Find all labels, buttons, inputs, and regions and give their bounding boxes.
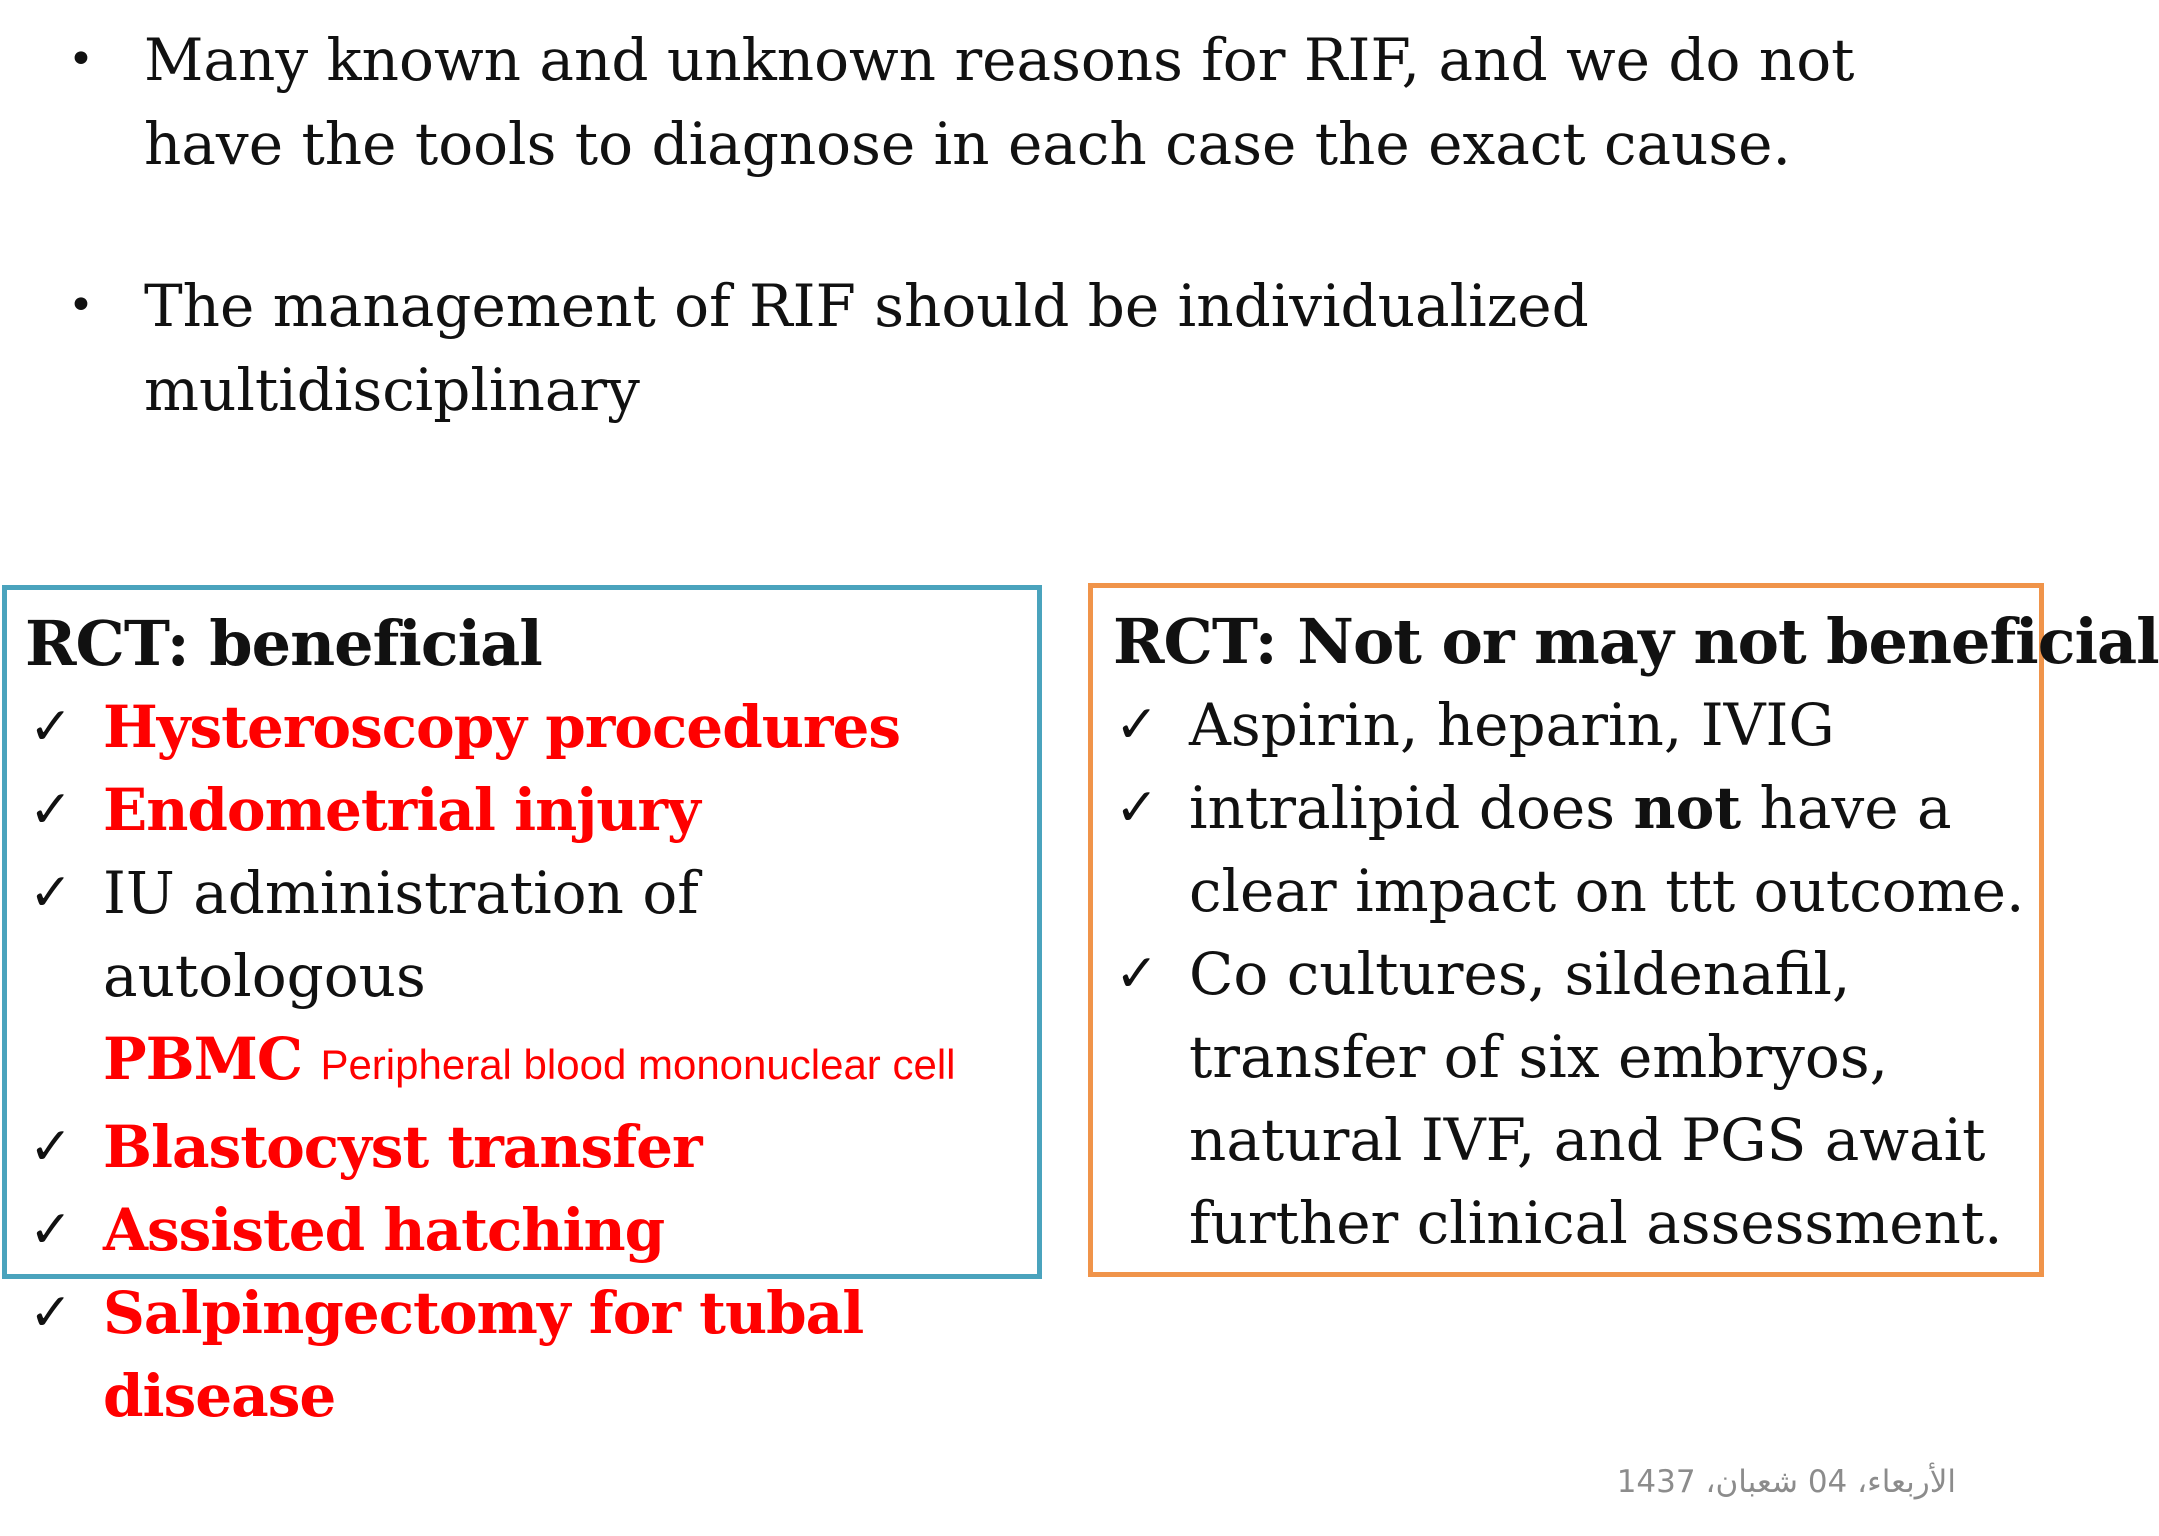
beneficial-item: ✓ Hysteroscopy procedures	[21, 686, 1031, 769]
check-icon: ✓	[29, 1200, 73, 1260]
beneficial-item: ✓ Salpingectomy for tubal disease	[21, 1272, 1031, 1438]
not-beneficial-box	[1088, 583, 2159, 1277]
check-icon: ✓	[1115, 695, 1159, 755]
bullet-list	[60, 18, 2000, 510]
emphasis-not: not	[1633, 774, 1742, 842]
not-beneficial-item: ✓ Aspirin, heparin, IVIG	[1107, 684, 2033, 767]
beneficial-box	[2, 585, 1042, 1430]
check-icon: ✓	[29, 697, 73, 757]
check-icon: ✓	[29, 780, 73, 840]
not-beneficial-item: ✓ Co cultures, sildenafil, transfer of six embryos, natural IVF, and PGS await further clinical assessment.	[1107, 933, 2033, 1265]
beneficial-item: ✓ Endometrial injury	[21, 769, 1031, 852]
check-icon: ✓	[29, 1283, 73, 1343]
check-icon: ✓	[29, 1117, 73, 1177]
footer-date: الأربعاء، 04 شعبان، 1437	[1616, 1464, 1956, 1500]
not-beneficial-title: RCT: Not or may not beneficial	[1113, 605, 2159, 678]
beneficial-title: RCT: beneficial	[25, 607, 542, 680]
not-beneficial-item: ✓ intralipid does not have a clear impact on ttt outcome.	[1107, 767, 2033, 933]
bullet-text: Many known and unknown reasons for RIF, and we do not have the tools to diagnose in each case the exact cause.	[144, 26, 1855, 178]
bullet-item	[60, 18, 2000, 186]
bullet-item	[60, 264, 2000, 432]
beneficial-item: ✓ Blastocyst transfer	[21, 1106, 1031, 1189]
beneficial-item: ✓ Assisted hatching	[21, 1189, 1031, 1272]
bullet-text: The management of RIF should be individualized multidisciplinary	[144, 272, 1589, 424]
check-icon: ✓	[29, 863, 73, 923]
not-beneficial-list	[1107, 684, 2033, 1265]
beneficial-item: ✓ IU administration of autologous PBMC Peripheral blood mononuclear cell	[21, 852, 1031, 1106]
check-icon: ✓	[1115, 944, 1159, 1004]
beneficial-list	[21, 686, 1031, 1438]
pbmc-label: PBMC	[103, 1025, 302, 1093]
pbmc-note: Peripheral blood mononuclear cell	[320, 1041, 956, 1088]
bullet-icon: •	[68, 34, 94, 85]
bullet-icon: •	[68, 280, 94, 331]
check-icon: ✓	[1115, 778, 1159, 838]
